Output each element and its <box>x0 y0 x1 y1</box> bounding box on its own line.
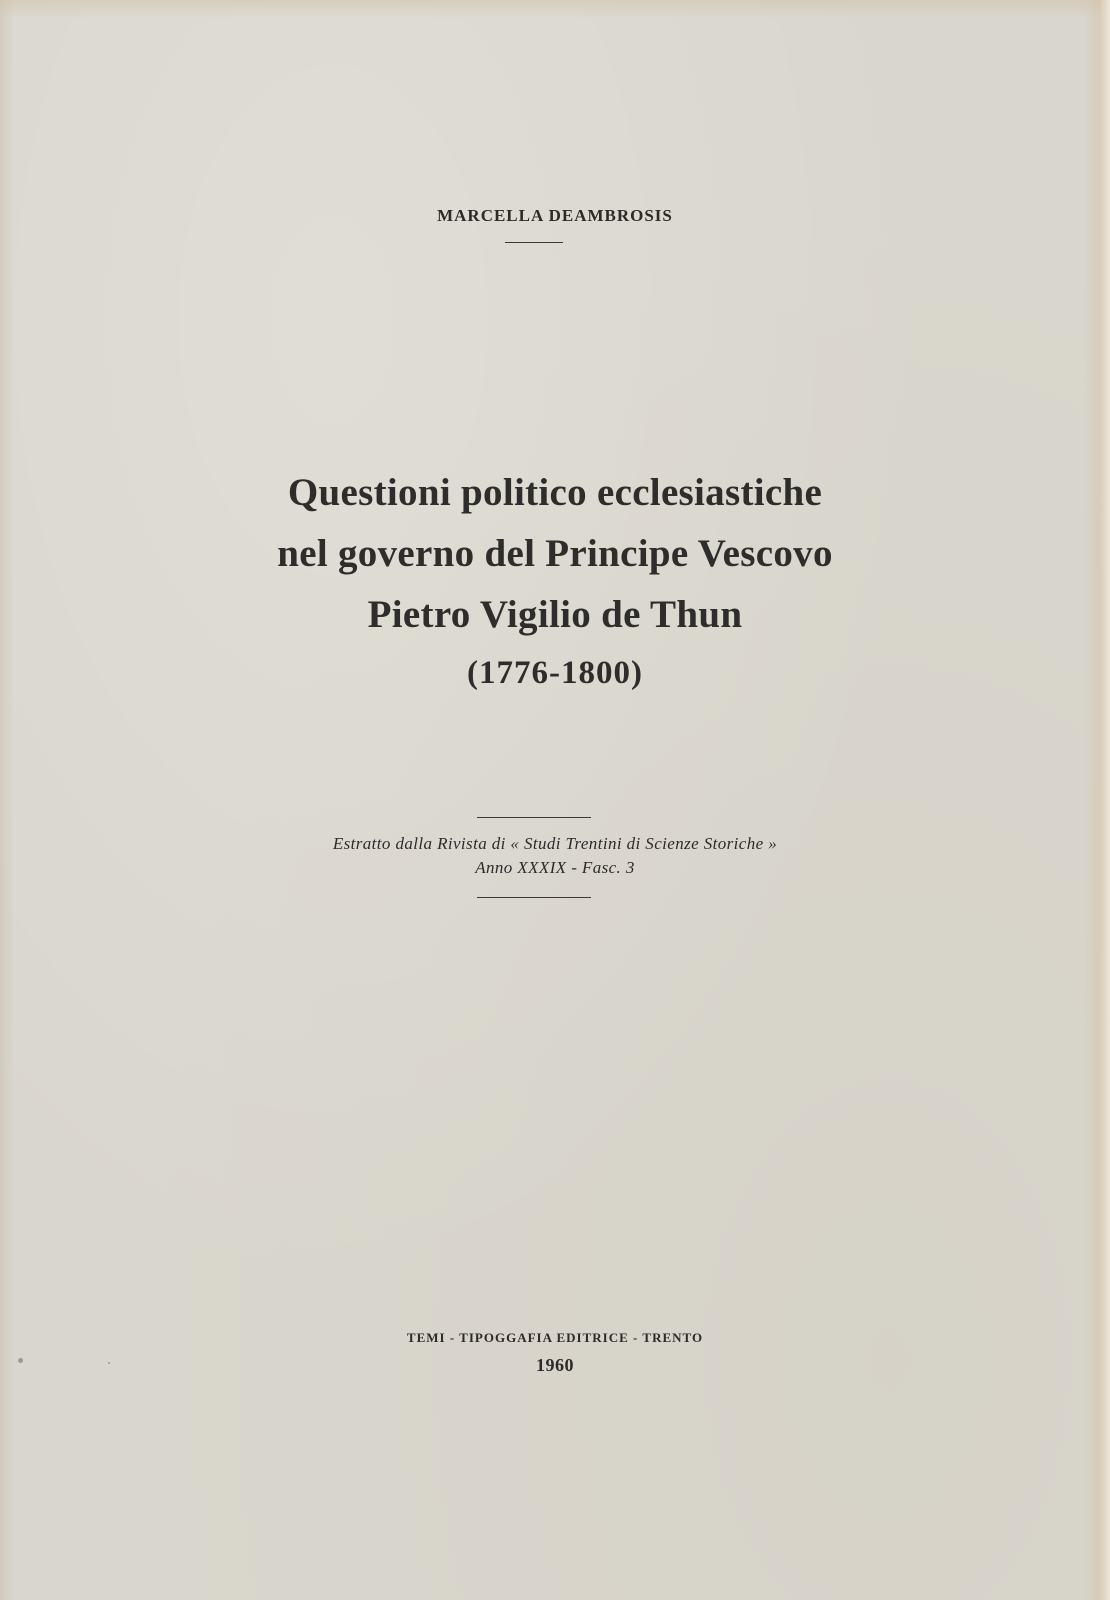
paper-edge-top <box>0 0 1110 18</box>
title-line-1: Questioni politico ecclesiastiche <box>287 471 823 514</box>
paper-speck <box>108 1362 110 1364</box>
title-line-3: Pietro Vigilio de Thun <box>367 593 743 636</box>
extract-line-1: Estratto dalla Rivista di « Studi Trentini di Scienze Storiche » <box>332 834 778 853</box>
extract-divider-top <box>477 817 591 818</box>
publisher: TEMI - TIPOGGAFIA EDITRICE - TRENTO <box>406 1330 704 1345</box>
title-dates: (1776-1800) <box>467 655 643 691</box>
publication-year: 1960 <box>536 1355 574 1375</box>
extract-note <box>0 832 1110 880</box>
author-divider <box>505 242 563 243</box>
paper-speck <box>18 1358 23 1363</box>
author-name: MARCELLA DEAMBROSIS <box>437 206 673 225</box>
extract-line-2: Anno XXXIX - Fasc. 3 <box>475 858 635 877</box>
title <box>0 462 1110 645</box>
title-line-2: nel governo del Principe Vescovo <box>277 532 833 575</box>
extract-divider-bottom <box>477 897 591 898</box>
